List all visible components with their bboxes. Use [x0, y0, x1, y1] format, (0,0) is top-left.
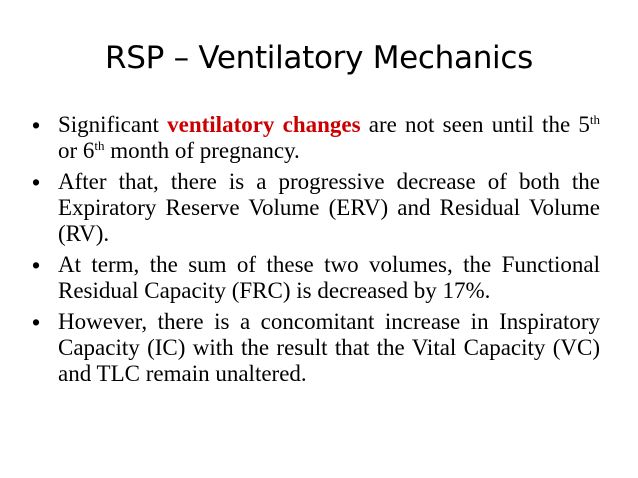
- bullet-text-after: are not seen until the 5: [360, 112, 590, 137]
- bullet-list: [32, 112, 600, 392]
- superscript-th-2: th: [94, 138, 105, 153]
- bullet-icon: •: [32, 252, 41, 278]
- bullet-text-mid: or 6: [58, 138, 95, 163]
- superscript-th-1: th: [589, 112, 600, 127]
- bullet-text: After that, there is a progressive decrease of both the Expiratory Reserve Volume (ERV) and Residual Volume (RV).: [58, 169, 600, 246]
- bullet-icon: •: [32, 169, 41, 195]
- bullet-item-2: [32, 169, 600, 247]
- bullet-item-3: [32, 252, 600, 304]
- bullet-text: At term, the sum of these two volumes, the Functional Residual Capacity (FRC) is decreased by 17%.: [58, 252, 600, 303]
- slide-title: RSP – Ventilatory Mechanics: [105, 40, 533, 76]
- bullet-item-1: [32, 112, 600, 164]
- bullet-icon: •: [32, 112, 41, 138]
- bullet-item-4: [32, 309, 600, 387]
- bullet-text: However, there is a concomitant increase in Inspiratory Capacity (IC) with the result that the Vital Capacity (VC) and TLC remain unaltered.: [58, 309, 600, 386]
- bullet-icon: •: [32, 309, 41, 335]
- bullet-text-end: month of pregnancy.: [104, 138, 300, 163]
- highlighted-phrase: ventilatory changes: [167, 112, 361, 137]
- bullet-text-start: Significant: [58, 112, 168, 137]
